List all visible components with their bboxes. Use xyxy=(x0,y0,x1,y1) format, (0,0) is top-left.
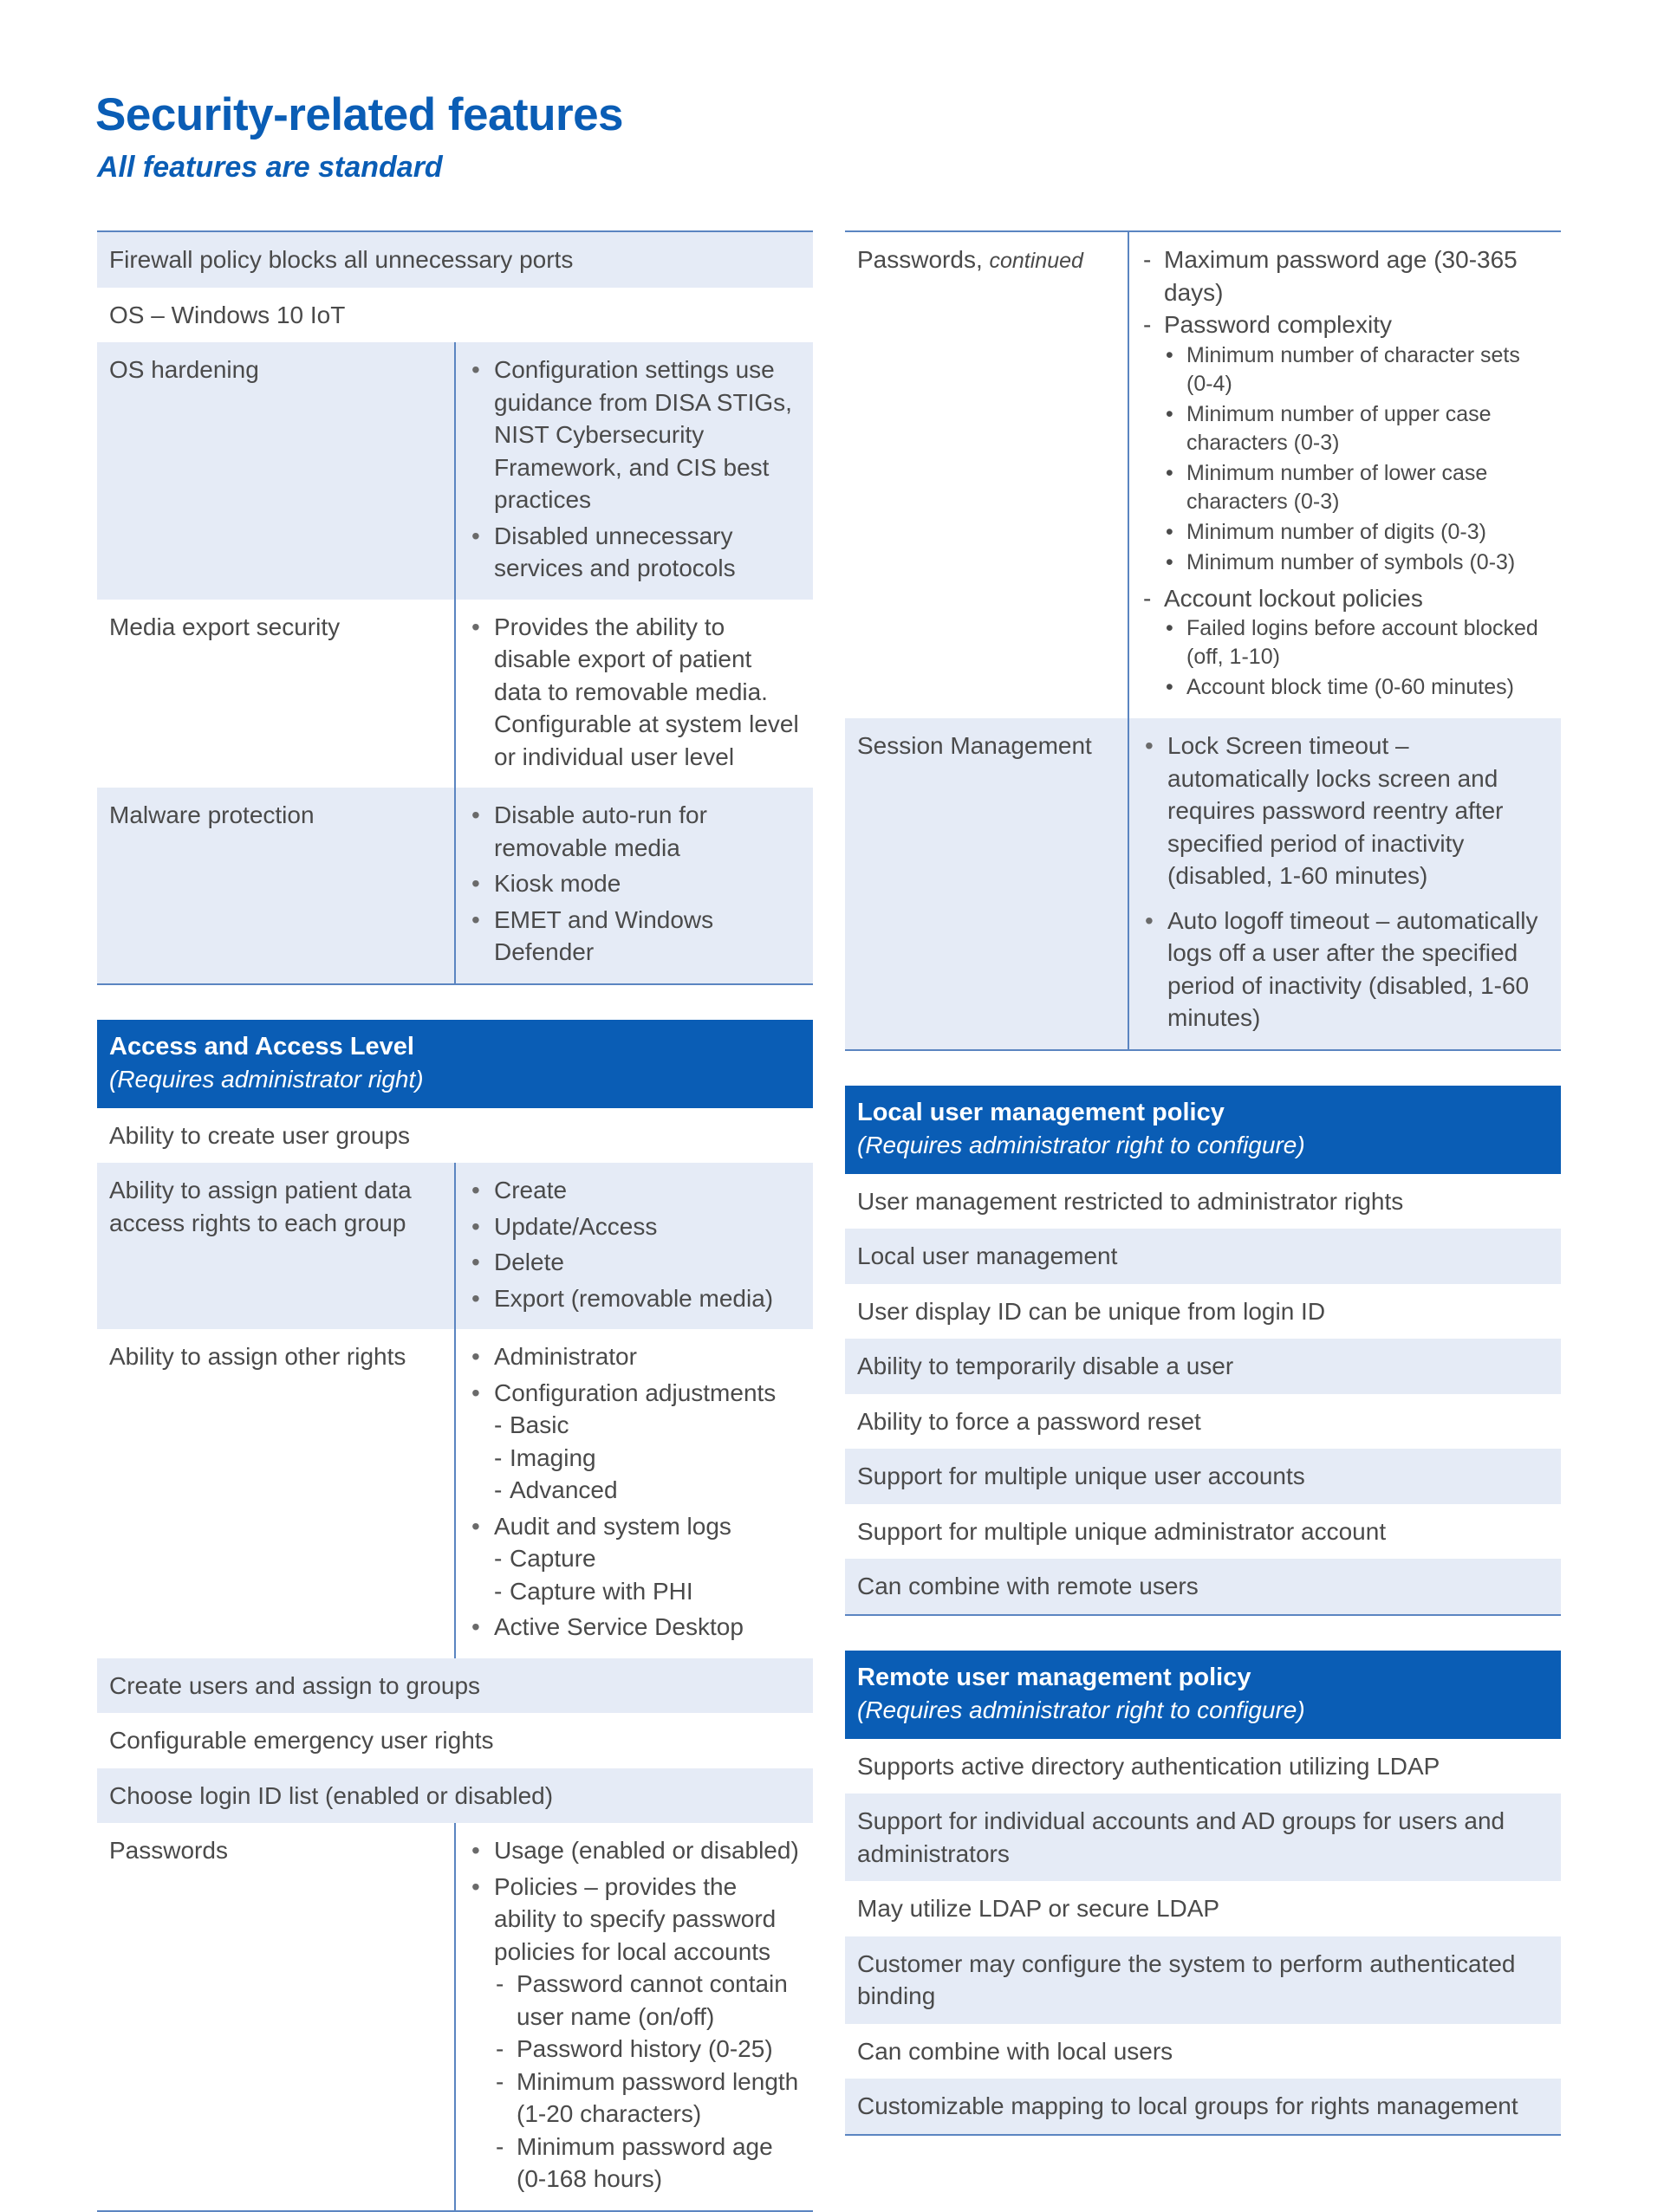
sub-item: - Capture xyxy=(494,1542,803,1575)
policy-row: User management restricted to administrator rights xyxy=(857,1187,1404,1215)
sub-item: • Minimum number of character sets (0-4) xyxy=(1164,341,1550,399)
sub-item: • Minimum number of upper case characters (0-3) xyxy=(1164,400,1550,457)
section-title: Remote user management policy xyxy=(857,1663,1251,1691)
list-item: • Active Service Desktop xyxy=(468,1611,803,1644)
sub-list xyxy=(1164,614,1550,702)
table-row xyxy=(97,1658,813,1714)
sub-item: - Minimum password age (0-168 hours) xyxy=(494,2131,803,2196)
section-note: (Requires administrator right to configure) xyxy=(857,1131,1305,1158)
list-item: • Lock Screen timeout – automatically locks screen and requires password reentry after specified period of inactivity (disabled, 1-60 minutes) xyxy=(1141,730,1550,892)
sub-list xyxy=(494,1542,803,1607)
row-label: Ability to assign other rights xyxy=(97,1329,455,1658)
row-value xyxy=(1128,231,1561,718)
list-item: • Provides the ability to disable export of patient data to removable media. Configurable at system level or individual user level xyxy=(468,611,803,774)
sub-item: • Account block time (0-60 minutes) xyxy=(1164,673,1550,702)
page-title: Security-related features xyxy=(95,89,624,140)
section-note: (Requires administrator right) xyxy=(109,1065,424,1093)
list-item: • Export (removable media) xyxy=(468,1282,803,1315)
policy-row: Can combine with local users xyxy=(857,2037,1173,2065)
sub-item: - Password history (0-25) xyxy=(494,2033,803,2066)
table-row xyxy=(845,1794,1561,1881)
policy-row: Support for multiple unique administrator account xyxy=(857,1517,1387,1545)
access-table xyxy=(97,1108,813,2212)
policy-row: May utilize LDAP or secure LDAP xyxy=(857,1895,1220,1922)
section-title: Access and Access Level xyxy=(109,1032,414,1061)
list-item xyxy=(1141,308,1550,577)
table-row xyxy=(97,1329,813,1658)
table-row xyxy=(97,231,813,288)
row-label: OS hardening xyxy=(97,342,455,600)
create-groups-row: Ability to create user groups xyxy=(109,1121,411,1149)
os-row: OS – Windows 10 IoT xyxy=(109,301,346,328)
sub-item: - Basic xyxy=(494,1409,803,1442)
sub-item: • Minimum number of lower case characters (0-3) xyxy=(1164,459,1550,516)
sub-item: - Minimum password length (1-20 characters) xyxy=(494,2066,803,2131)
policy-row: Ability to force a password reset xyxy=(857,1407,1201,1435)
section-title: Local user management policy xyxy=(857,1098,1225,1126)
table-row xyxy=(845,1449,1561,1504)
table-row xyxy=(97,288,813,343)
table-row xyxy=(845,1936,1561,2024)
table-row xyxy=(845,718,1561,1050)
row-label: Media export security xyxy=(97,600,455,788)
sub-item: - Advanced xyxy=(494,1474,803,1507)
policy-row: Customizable mapping to local groups for rights management xyxy=(845,2079,1561,2135)
left-column xyxy=(97,230,813,2212)
row-label xyxy=(845,231,1128,718)
list-item xyxy=(468,1871,803,2196)
table-row xyxy=(845,1739,1561,1794)
table-row xyxy=(97,600,813,788)
table-row xyxy=(845,231,1561,718)
bullet-list xyxy=(468,611,803,774)
bullet-list xyxy=(1141,730,1550,1035)
table-row xyxy=(97,788,813,984)
list-item xyxy=(468,1377,803,1507)
row-value xyxy=(455,600,813,788)
table-row xyxy=(845,1394,1561,1450)
table-row xyxy=(845,2024,1561,2079)
list-item-text: Configuration adjustments xyxy=(494,1378,777,1406)
bullet-list xyxy=(468,354,803,585)
policy-row: Ability to temporarily disable a user xyxy=(845,1339,1561,1394)
bullet-list xyxy=(468,1174,803,1314)
row-label: Malware protection xyxy=(97,788,455,984)
policy-row: User display ID can be unique from login ID xyxy=(857,1297,1326,1325)
passwords-label: Passwords, xyxy=(857,246,983,273)
list-item: • Create xyxy=(468,1174,803,1207)
list-item: • Configuration settings use guidance from DISA STIGs, NIST Cybersecurity Framework, and CIS best practices xyxy=(468,354,803,516)
right-column xyxy=(845,230,1561,2136)
passwords-session-table xyxy=(845,230,1561,1051)
local-policy-table xyxy=(845,1174,1561,1616)
list-item-text: Audit and system logs xyxy=(494,1512,731,1540)
row-label: Passwords xyxy=(97,1823,455,2211)
row-value xyxy=(455,342,813,600)
sub-item: • Failed logins before account blocked (off, 1-10) xyxy=(1164,614,1550,671)
table-row xyxy=(845,1174,1561,1229)
list-item-text: Password complexity xyxy=(1164,311,1392,338)
continued-note: continued xyxy=(989,249,1083,273)
list-item: • Administrator xyxy=(468,1340,803,1373)
table-row xyxy=(845,1284,1561,1340)
policy-row: Support for multiple unique user accounts xyxy=(845,1449,1561,1504)
emergency-rights-row: Configurable emergency user rights xyxy=(109,1727,494,1754)
access-section-header xyxy=(97,1020,813,1108)
table-row xyxy=(97,1768,813,1824)
table-row xyxy=(845,2079,1561,2135)
sub-item: • Minimum number of symbols (0-3) xyxy=(1164,548,1550,577)
firewall-row: Firewall policy blocks all unnecessary ports xyxy=(97,231,813,288)
sub-item: - Password cannot contain user name (on/off) xyxy=(494,1968,803,2033)
list-item: • Disable auto-run for removable media xyxy=(468,799,803,864)
bullet-list xyxy=(468,1340,803,1644)
sub-list xyxy=(1164,341,1550,577)
page-subtitle: All features are standard xyxy=(97,151,443,184)
sub-item: - Capture with PHI xyxy=(494,1575,803,1608)
section-note: (Requires administrator right to configure) xyxy=(857,1696,1305,1723)
sub-item: • Minimum number of digits (0-3) xyxy=(1164,518,1550,547)
list-item: • Disabled unnecessary services and protocols xyxy=(468,520,803,585)
policy-row: Customer may configure the system to perform authenticated binding xyxy=(845,1936,1561,2024)
table-row xyxy=(845,1881,1561,1936)
table-row xyxy=(97,1163,813,1329)
list-item-text: Account lockout policies xyxy=(1164,584,1423,612)
table-row xyxy=(97,342,813,600)
row-label: Session Management xyxy=(845,718,1128,1050)
general-security-table xyxy=(97,230,813,985)
list-item: • Auto logoff timeout – automatically logs off a user after the specified period of inactivity (disabled, 1-60 minutes) xyxy=(1141,905,1550,1035)
remote-policy-table xyxy=(845,1739,1561,2136)
bullet-list xyxy=(468,1834,803,2196)
row-label: Ability to assign patient data access rights to each group xyxy=(97,1163,455,1329)
policy-row: Support for individual accounts and AD groups for users and administrators xyxy=(845,1794,1561,1881)
row-value xyxy=(455,1163,813,1329)
sub-item: - Imaging xyxy=(494,1442,803,1475)
sub-list xyxy=(494,1409,803,1507)
row-value xyxy=(1128,718,1561,1050)
list-item: - Maximum password age (30-365 days) xyxy=(1141,243,1550,308)
list-item: • Update/Access xyxy=(468,1210,803,1243)
policy-row: Can combine with remote users xyxy=(845,1559,1561,1615)
policy-row: Local user management xyxy=(845,1229,1561,1284)
list-item-text: Policies – provides the ability to specify password policies for local accounts xyxy=(494,1872,777,1965)
table-row xyxy=(97,1713,813,1768)
table-row xyxy=(845,1559,1561,1615)
table-row xyxy=(845,1339,1561,1394)
list-item: • Usage (enabled or disabled) xyxy=(468,1834,803,1867)
list-item xyxy=(468,1510,803,1608)
table-row xyxy=(97,1823,813,2211)
bullet-list xyxy=(468,799,803,969)
create-users-row: Create users and assign to groups xyxy=(97,1658,813,1714)
table-row xyxy=(97,1108,813,1164)
list-item: • Kiosk mode xyxy=(468,867,803,900)
row-value xyxy=(455,1329,813,1658)
dash-list xyxy=(1141,243,1550,702)
remote-policy-header xyxy=(845,1651,1561,1739)
row-value xyxy=(455,788,813,984)
list-item: • Delete xyxy=(468,1246,803,1279)
sub-list xyxy=(494,1968,803,2196)
table-row xyxy=(845,1504,1561,1560)
list-item: • EMET and Windows Defender xyxy=(468,904,803,969)
row-value xyxy=(455,1823,813,2211)
table-row xyxy=(845,1229,1561,1284)
policy-row: Supports active directory authentication utilizing LDAP xyxy=(857,1752,1440,1780)
list-item xyxy=(1141,582,1550,703)
login-list-row: Choose login ID list (enabled or disabled) xyxy=(97,1768,813,1824)
local-policy-header xyxy=(845,1086,1561,1174)
